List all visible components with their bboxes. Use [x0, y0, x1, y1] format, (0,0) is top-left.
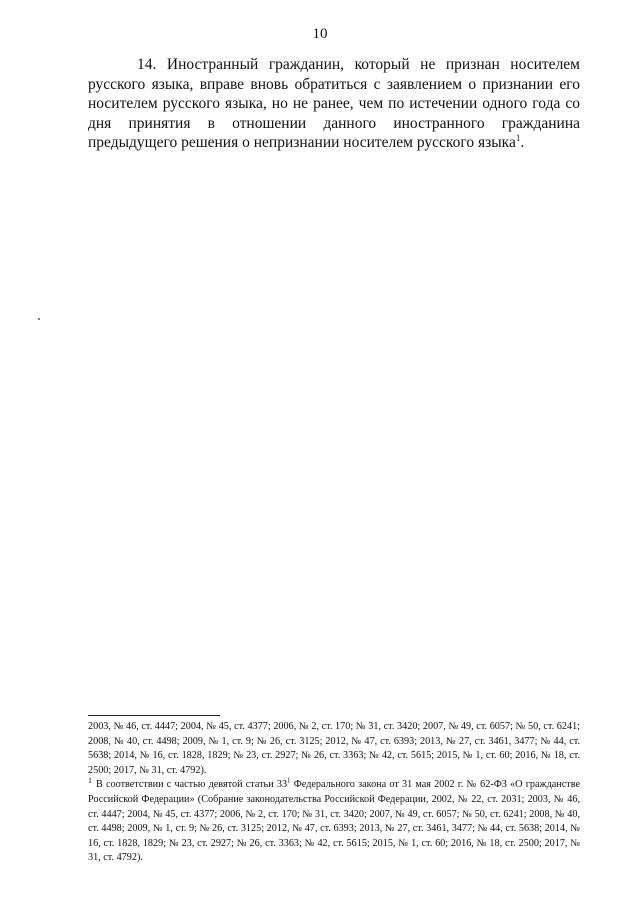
footnotes: [88, 720, 580, 866]
paragraph-14-text: 14. Иностранный гражданин, который не признан носителем русского языка, вправе вновь обратиться с заявлением о признании его носителем русского языка, но не ранее, чем по истечении одного года со дня принятия в отношении данного иностранного гражданина предыдущего решения о непризнании носителем русского языка: [88, 56, 580, 152]
article-superscript: 1: [287, 776, 291, 785]
scan-speck: [38, 318, 40, 320]
footnote-separator: [88, 715, 220, 716]
footnote-1-text-before: В соответствии с частью девятой статьи 33: [96, 779, 288, 791]
paragraph-14: [88, 55, 580, 153]
footnote-reference: 1: [515, 133, 521, 144]
footnote-1-number: 1: [88, 775, 92, 785]
footnote-1: [88, 775, 580, 866]
footnote-1-text-after: Федерального закона от 31 мая 2002 г. № 62-ФЗ «О гражданстве Российской Федерации» (Собрание законодательства Российской Федерации, 2002, № 22, ст. 2031; 2003, № 46, ст. 4447; 2004, № 45, ст. 4377; 2006, № 2, ст. 170; № 31, ст. 3420; 2007, № 49, ст. 6057; № 50, ст. 6241; 2008, № 40, ст. 4498; 2009, № 1, ст. 9; № 26, ст. 3125; 2012, № 47, ст. 6393; 2013, № 27, ст. 3461, 3477; № 44, ст. 5638; 2014, № 16, ст. 1828, 1829; № 23, ст. 2927; № 26, ст. 3363; № 42, ст. 5615; 2015, № 1, ст. 60; 2016, № 18, ст. 2500; 2017, № 31, ст. 4792).: [88, 779, 580, 864]
page-number: 10: [312, 26, 328, 42]
paragraph-14-end: .: [520, 134, 525, 152]
footnote-continuation: 2003, № 46, ст. 4447; 2004, № 45, ст. 4377; 2006, № 2, ст. 170; № 31, ст. 3420; 2007, № 49, ст. 6057; № 50, ст. 6241; 2008, № 40, ст. 4498; 2009, № 1, ст. 9; № 26, ст. 3125; 2012, № 47, ст. 6393; 2013, № 27, ст. 3461, 3477; № 44, ст. 5638; 2014, № 16, ст. 1828, 1829; № 23, ст. 2927; № 26, ст. 3363; № 42, ст. 5615; 2015, № 1, ст. 60; 2016, № 18, ст. 2500; 2017, № 31, ст. 4792).: [88, 721, 580, 776]
